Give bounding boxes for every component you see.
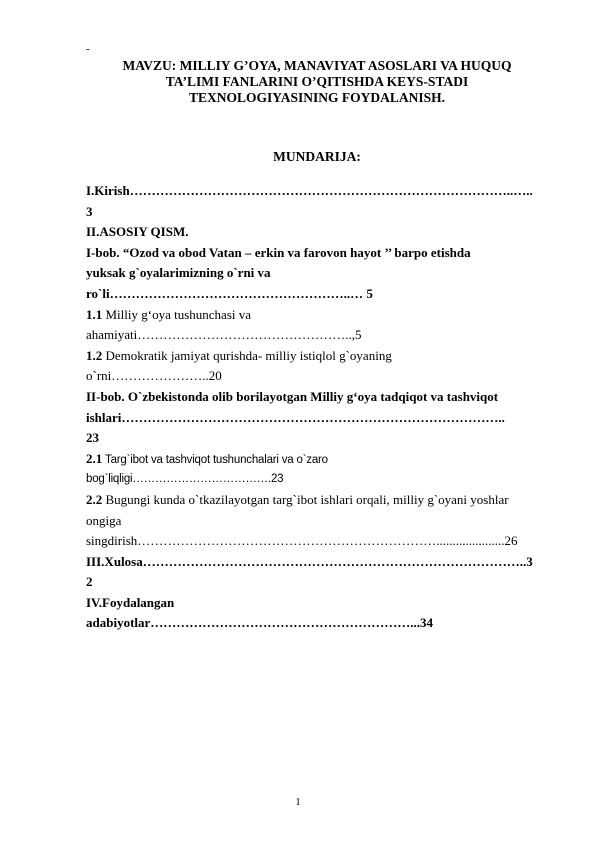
toc-section-1-1 [86,305,556,326]
toc-chapter2-line2: ishlari…………………………………………………………………………….. [86,409,505,425]
toc-references-line1: IV.Foydalangan [86,594,175,610]
document-title [86,58,548,106]
toc-section-1-2-line2: o`rni…………………..20 [86,368,222,384]
toc-section-1-2-text: Demokratik jamiyat qurishda- milliy istiqlol g`oyaning [102,347,392,363]
toc-chapter2-page: 23 [86,430,99,446]
toc-references-line2: adabiyotlar……………………………………………………...34 [86,615,434,631]
title-line-3: TEXNOLOGIYASINING FOYDALANISH. [188,90,446,105]
toc-section-2-2-line3: singdirish…………………………………………………………….....................26 [86,533,518,549]
header-mark: - [86,43,90,55]
page-number: 1 [295,796,301,808]
toc-section-2-2-line2: ongiga [86,512,122,528]
toc-section-2-1-text: Targ`ibot va tashviqot tushunchalari va o`zaro [102,453,328,466]
title-line-2: TA’LIMI FANLARINI O’QITISHDA KEYS-STADI [165,74,469,89]
toc-section-2-1-line2: bog`liqligi……………………………….23 [86,473,284,486]
toc-intro: I.Kirish……………………………………………………………………………..….. [86,183,533,198]
toc-section-1-2-number: 1.2 [86,347,103,363]
toc-chapter1-line1: I-bob. “Ozod va obod Vatan – erkin va farovon hayot ’’ barpo etishda [86,244,471,260]
table-of-contents [86,181,556,634]
toc-section-2-2-text: Bugungi kunda o`tkazilayotgan targ`ibot ishlari orqali, milliy g`oyani yoshlar [102,491,509,507]
toc-section-1-2 [86,346,556,367]
toc-section-2-1-number: 2.1 [86,450,103,466]
toc-section-1-1-text: Milliy g‘oya tushunchasi va [102,306,252,322]
toc-main-part: II.ASOSIY QISM. [86,224,189,240]
toc-section-2-2 [86,490,556,511]
toc-chapter1-line3: ro`li………………………………………………..… 5 [86,285,373,301]
title-line-1: MAVZU: MILLIY G’OYA, MANAVIYAT ASOSLARI VA HUQUQ [122,58,512,73]
toc-intro-page: 3 [86,203,93,219]
toc-section-1-1-line2: ahamiyati…………………………………………..,5 [86,327,362,343]
toc-conclusion-page: 2 [86,574,93,590]
toc-section-2-1 [86,449,556,470]
toc-conclusion: III.Xulosa……………………………………………………………………………..3 [86,553,533,569]
toc-heading: MUNDARIJA: [273,149,361,164]
toc-section-2-2-number: 2.2 [86,491,103,507]
toc-chapter1-line2: yuksak g`oyalarimizning o`rni va [86,265,271,281]
toc-section-1-1-number: 1.1 [86,306,103,322]
toc-chapter2-line1: II-bob. O`zbekistonda olib borilayotgan Milliy g‘oya tadqiqot va tashviqot [86,388,499,404]
